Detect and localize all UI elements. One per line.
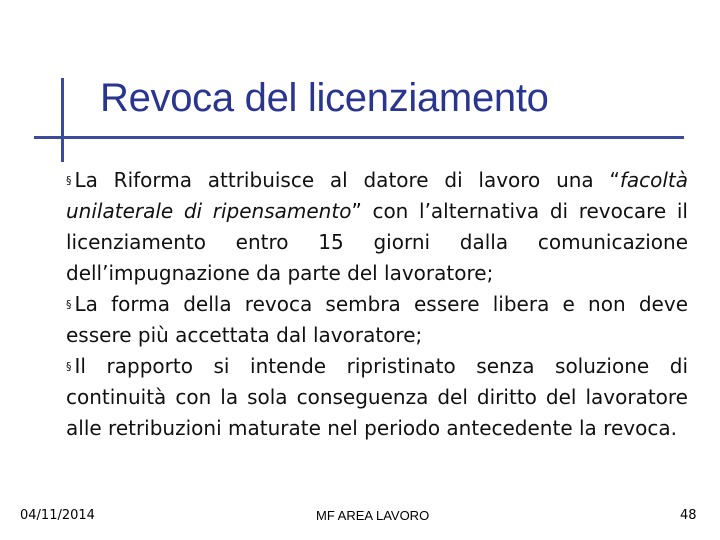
- bullet-item-2: [66, 289, 688, 351]
- bullet-item-3: [66, 351, 688, 444]
- slide-body: [66, 165, 688, 444]
- slide-title: Revoca del licenziamento: [100, 76, 549, 120]
- footer-date: 04/11/2014: [20, 508, 95, 523]
- bullet-icon: §: [66, 360, 72, 373]
- bullet-item-1: [66, 165, 688, 289]
- bullet-1-text-a: La Riforma attribuisce al datore di lavoro una “: [74, 168, 620, 192]
- title-horizontal-rule: [34, 136, 684, 139]
- bullet-icon: §: [66, 174, 72, 187]
- bullet-2-text: La forma della revoca sembra essere libera e non deve essere più accettata dal lavoratore;: [66, 292, 688, 347]
- bullet-1-text-b: ” con l’alternativa di revocare il licenziamento entro 15 giorni dalla comunicazione dell’impugnazione da parte del lavoratore;: [66, 199, 688, 285]
- bullet-3-text: Il rapporto si intende ripristinato senza soluzione di continuità con la sola conseguenza del diritto del lavoratore alle retribuzioni maturate nel periodo antecedente la revoca.: [66, 354, 688, 440]
- title-vertical-rule: [61, 78, 64, 162]
- footer-center-label: MF AREA LAVORO: [316, 508, 430, 523]
- bullet-1-italic-text: facoltà unilaterale di ripensamento: [66, 168, 688, 223]
- bullet-icon: §: [66, 298, 72, 311]
- page-number: 48: [680, 508, 697, 523]
